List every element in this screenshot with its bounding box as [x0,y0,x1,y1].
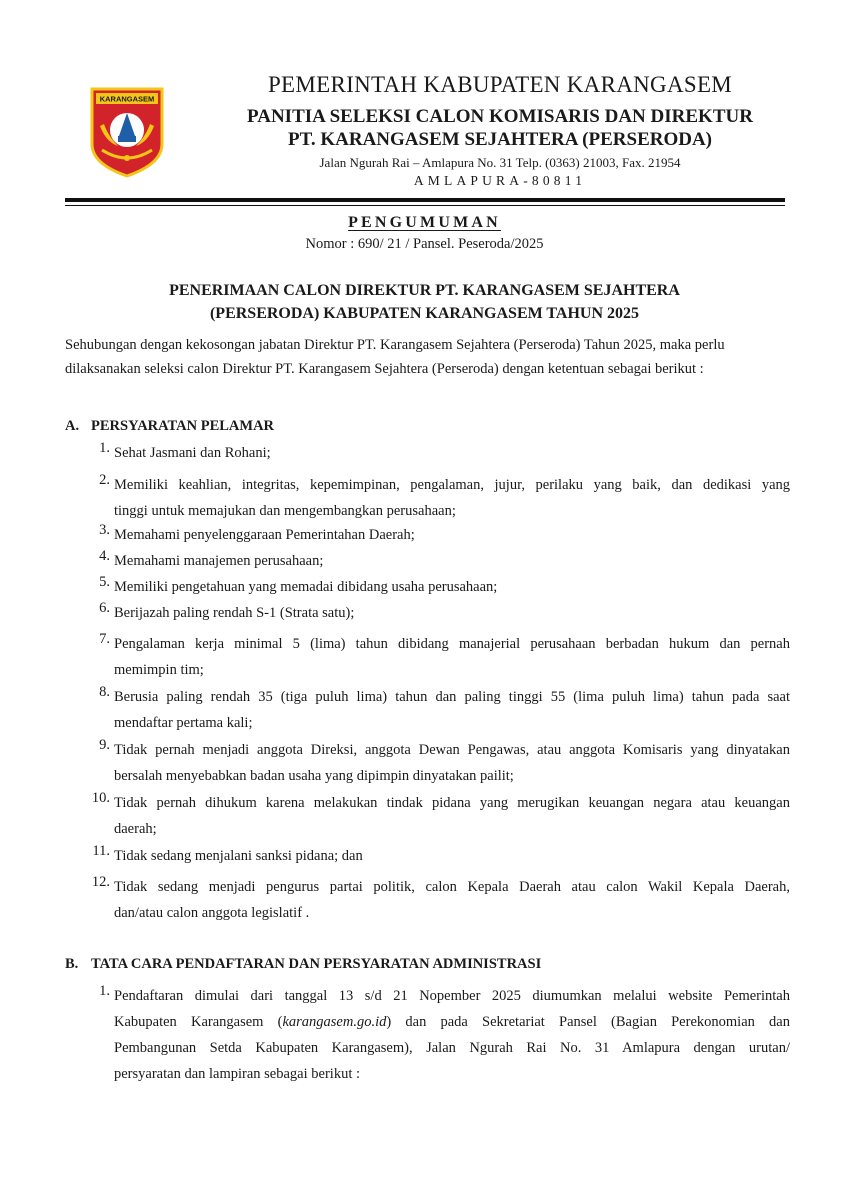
section-b-letter: B. [65,956,79,972]
intro-line2: dilaksanakan seleksi calon Direktur PT. Karangasem Sejahtera (Perseroda) dengan ketentuan sebagai berikut : [65,361,704,377]
announcement-label [0,214,849,232]
section-b-heading [65,956,541,973]
req-11-line: Tidak sedang menjalani sanksi pidana; dan [114,848,363,864]
req-11-number: 11. [92,843,110,859]
req-9-number: 9. [99,737,110,753]
karangasem-emblem [88,86,166,178]
letterhead-rule-thin [65,205,785,206]
req-5-number: 5. [99,574,110,590]
req-9-text [114,737,790,789]
reg-1-line2 [114,1009,790,1035]
req-3-text [114,522,790,548]
website-link[interactable]: karangasem.go.id [282,1014,387,1030]
reg-1-line2-post: ) dan pada Sekretariat Pansel (Bagian Perekonomian dan [386,1014,790,1030]
section-a-heading [65,418,274,435]
req-11-text [114,843,790,869]
req-10-line: daerah; [114,821,157,837]
req-6-text [114,600,790,626]
letterhead-address: Jalan Ngurah Rai – Amlapura No. 31 Telp. (0363) 21003, Fax. 21954 [319,155,681,170]
req-6-line: Berijazah paling rendah S-1 (Strata satu); [114,605,355,621]
req-1-number: 1. [99,440,110,456]
req-7-number: 7. [99,631,110,647]
req-1-text [114,440,790,466]
reg-1-line3: Pembangunan Setda Kabupaten Karangasem), Jalan Ngurah Rai No. 31 Amlapura dengan urutan/ [114,1040,790,1056]
section-a-title: PERSYARATAN PELAMAR [91,418,275,434]
req-10-line: Tidak pernah dihukum karena melakukan tindak pidana yang merugikan keuangan negara atau keuangan [114,795,790,811]
letterhead-government: PEMERINTAH KABUPATEN KARANGASEM [267,72,733,97]
req-2-line: Memiliki keahlian, integritas, kepemimpinan, pengalaman, jujur, perilaku yang baik, dan dedikasi yang [114,477,790,493]
reg-1-line2-pre: Kabupaten Karangasem ( [114,1014,283,1030]
req-5-line: Memiliki pengetahuan yang memadai dibidang usaha perusahaan; [114,579,498,595]
letterhead-company: PT. KARANGASEM SEJAHTERA (PERSERODA) [287,129,713,150]
req-4-line: Memahami manajemen perusahaan; [114,553,324,569]
req-8-line: Berusia paling rendah 35 (tiga puluh lima) tahun dan paling tinggi 55 (lima puluh lima) tahun pada saat [114,689,790,705]
announcement-title-line2: (PERSERODA) KABUPATEN KARANGASEM TAHUN 2025 [209,305,640,322]
announcement-title-line1: PENERIMAAN CALON DIREKTUR PT. KARANGASEM SEJAHTERA [169,282,680,299]
section-a-letter: A. [65,418,80,434]
req-12-number: 12. [91,874,110,890]
reg-1-text [114,983,790,1087]
req-1-line: Sehat Jasmani dan Rohani; [114,445,271,461]
emblem-icon [88,86,166,178]
announcement-number: Nomor : 690/ 21 / Pansel. Peseroda/2025 [305,236,544,252]
section-b-title: TATA CARA PENDAFTARAN DAN PERSYARATAN ADMINISTRASI [91,956,542,972]
req-3-line: Memahami penyelenggaraan Pemerintahan Daerah; [114,527,415,543]
req-8-number: 8. [99,684,110,700]
req-12-line: Tidak sedang menjadi pengurus partai politik, calon Kepala Daerah atau calon Wakil Kepala Daerah, [114,879,790,895]
letterhead-rule-thick [65,198,785,202]
req-7-line: memimpin tim; [114,662,204,678]
req-5-text [114,574,790,600]
req-7-line: Pengalaman kerja minimal 5 (lima) tahun dibidang manajerial perusahaan berbadan hukum dan pernah [114,636,790,652]
letterhead-city: AMLAPURA-80811 [413,173,587,188]
req-2-line: tinggi untuk memajukan dan mengembangkan perusahaan; [114,503,456,519]
req-2-number: 2. [99,472,110,488]
intro-line1: Sehubungan dengan kekosongan jabatan Direktur PT. Karangasem Sejahtera (Perseroda) Tahun 2025, maka perlu [65,337,725,353]
req-3-number: 3. [99,522,110,538]
req-12-line: dan/atau calon anggota legislatif . [114,905,310,921]
req-7-text [114,631,790,683]
req-9-line: Tidak pernah menjadi anggota Direksi, anggota Dewan Pengawas, atau anggota Komisaris yang dinyatakan [114,742,790,758]
req-8-line: mendaftar pertama kali; [114,715,253,731]
req-2-text [114,472,790,524]
letterhead-committee: PANITIA SELEKSI CALON KOMISARIS DAN DIREKTUR [247,106,753,127]
reg-1-number: 1. [99,983,110,999]
req-8-text [114,684,790,736]
req-9-line: bersalah menyebabkan badan usaha yang dipimpin dinyatakan pailit; [114,768,514,784]
announcement-label-text: PENGUMUMAN [348,214,501,231]
req-4-text [114,548,790,574]
emblem-label: KARANGASEM [99,94,155,104]
req-12-text [114,874,790,926]
req-10-text [114,790,790,842]
req-6-number: 6. [99,600,110,616]
req-10-number: 10. [91,790,110,806]
reg-1-line4: persyaratan dan lampiran sebagai berikut : [114,1066,360,1082]
req-4-number: 4. [99,548,110,564]
reg-1-line1: Pendaftaran dimulai dari tanggal 13 s/d 21 Nopember 2025 diumumkan melalui website Pemerintah [114,988,790,1004]
